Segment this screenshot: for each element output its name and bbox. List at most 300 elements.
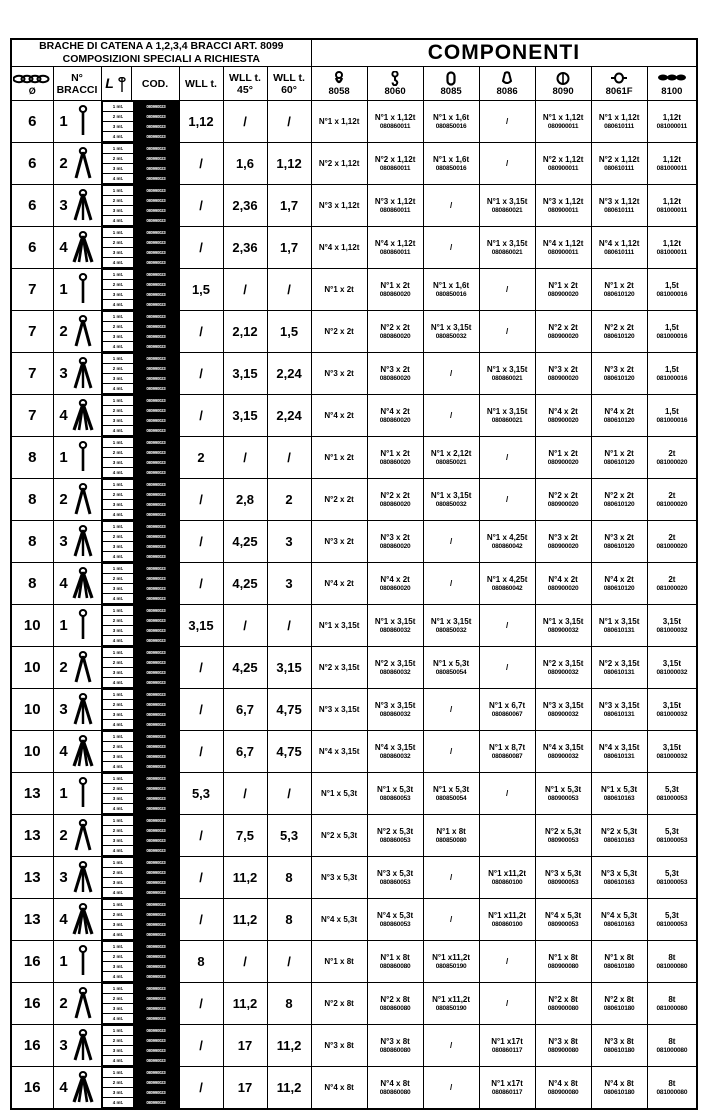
component-c8086-cell <box>479 647 535 689</box>
component-c8060-code: 080860020 <box>379 374 411 382</box>
length-code-subtable <box>102 689 179 730</box>
length-value: 4 mt. <box>102 1098 134 1108</box>
length-value: 2 mt. <box>102 1036 134 1046</box>
length-code-row <box>102 962 178 972</box>
length-code: 080990023 <box>134 752 178 762</box>
wll45-cell: 3,15 <box>223 395 267 437</box>
component-c8090-code: 080900053 <box>547 794 579 802</box>
length-code: 080990023 <box>134 290 178 300</box>
component-c8060-cell <box>367 773 423 815</box>
component-c8100-cell <box>647 647 697 689</box>
component-c8058-cell <box>311 563 367 605</box>
length-code: 080990023 <box>134 720 178 730</box>
wll45-cell: / <box>223 605 267 647</box>
length-code: 080990023 <box>134 174 178 184</box>
wll-header: WLL t. <box>179 67 223 101</box>
component-c8060-cell <box>367 1067 423 1110</box>
bracci-cell <box>53 269 101 311</box>
wll45-cell: 1,6 <box>223 143 267 185</box>
diameter-cell: 6 <box>11 101 53 143</box>
wll-cell: / <box>179 227 223 269</box>
length-code-subtable <box>102 1067 179 1108</box>
sling-legs-icon <box>71 483 95 517</box>
wll60-cell: 8 <box>267 899 311 941</box>
component-c8085-cell <box>423 101 479 143</box>
length-code: 080990023 <box>134 1046 178 1056</box>
component-c8090-qty: N°1 x 8t <box>548 952 578 962</box>
length-code-row <box>102 174 178 184</box>
component-c8086-code: 080860042 <box>491 542 523 550</box>
length-value: 3 mt. <box>102 542 134 552</box>
length-cod-cell <box>101 1067 179 1110</box>
component-c8060-code: 080860080 <box>379 1004 411 1012</box>
length-code-row <box>102 300 178 310</box>
component-c8086-cell <box>479 773 535 815</box>
component-c8090-qty: N°3 x 8t <box>548 1036 578 1046</box>
component-c8060-qty: N°2 x 1,12t <box>374 154 416 164</box>
component-c8100-cell <box>647 101 697 143</box>
bracci-cell <box>53 815 101 857</box>
component-c8085-cell <box>423 689 479 731</box>
component-c8061F-code: 080610163 <box>603 836 635 844</box>
component-c8061F-cell <box>591 563 647 605</box>
component-c8100-code: 081000080 <box>656 1004 688 1012</box>
component-c8100-code: 081000020 <box>656 458 688 466</box>
component-c8060-qty: N°3 x 1,12t <box>374 196 416 206</box>
wll60-cell: 3,15 <box>267 647 311 689</box>
wll60-cell: / <box>267 101 311 143</box>
length-value: 1 mt. <box>102 732 134 742</box>
length-value: 1 mt. <box>102 816 134 826</box>
component-c8086-qty: / <box>505 788 509 798</box>
component-c8061F-code: 080610131 <box>603 626 635 634</box>
componenti-header: COMPONENTI <box>311 39 697 67</box>
length-value: 3 mt. <box>102 962 134 972</box>
component-c8060-qty: N°2 x 2t <box>380 322 410 332</box>
length-code: 080990023 <box>134 522 178 532</box>
bracci-header <box>53 67 101 101</box>
length-code: 080990023 <box>134 228 178 238</box>
component-c8060-qty: N°4 x 2t <box>380 574 410 584</box>
length-value: 4 mt. <box>102 384 134 394</box>
component-c8060-cell <box>367 899 423 941</box>
component-c8058-qty: N°4 x 2t <box>324 578 354 588</box>
table-row <box>11 1025 697 1067</box>
oval-link-icon <box>424 71 479 86</box>
sling-legs-icon <box>71 189 95 223</box>
length-value: 3 mt. <box>102 710 134 720</box>
component-c8060-qty: N°3 x 3,15t <box>374 700 416 710</box>
length-code-row <box>102 332 178 342</box>
length-cod-cell <box>101 605 179 647</box>
component-c8086-qty: N°1 x 8,7t <box>489 742 526 752</box>
bracci-count: 4 <box>59 911 68 929</box>
component-c8090-cell <box>535 311 591 353</box>
component-c8100-qty: 5,3t <box>664 910 679 920</box>
component-c8060-cell <box>367 563 423 605</box>
diameter-cell: 8 <box>11 521 53 563</box>
length-code-subtable <box>102 983 179 1024</box>
component-c8085-code: 080850054 <box>435 668 467 676</box>
component-c8090-qty: N°2 x 2t <box>548 322 578 332</box>
component-c8100-cell <box>647 311 697 353</box>
wll60-cell: 1,7 <box>267 227 311 269</box>
length-code-row <box>102 858 178 868</box>
component-c8060-cell <box>367 353 423 395</box>
length-code: 080990023 <box>134 900 178 910</box>
length-value: 3 mt. <box>102 164 134 174</box>
component-c8085-cell <box>423 311 479 353</box>
sling-legs-icon <box>71 1029 95 1063</box>
diameter-cell: 6 <box>11 227 53 269</box>
component-c8085-qty: / <box>449 536 453 546</box>
length-code: 080990023 <box>134 448 178 458</box>
component-c8090-cell <box>535 815 591 857</box>
length-code-subtable <box>102 311 179 352</box>
length-value: 1 mt. <box>102 900 134 910</box>
component-c8060-qty: N°3 x 2t <box>380 364 410 374</box>
bracci-count: 4 <box>59 743 68 761</box>
component-c8058-cell <box>311 353 367 395</box>
wll45-cell: 6,7 <box>223 731 267 773</box>
length-code-row <box>102 836 178 846</box>
wll-cell: / <box>179 143 223 185</box>
component-c8090-qty: N°4 x 8t <box>548 1078 578 1088</box>
component-c8100-cell <box>647 521 697 563</box>
wll60-cell: 5,3 <box>267 815 311 857</box>
component-c8100-code: 081000053 <box>656 920 688 928</box>
wll-cell: 5,3 <box>179 773 223 815</box>
component-c8061F-code: 080610120 <box>603 500 635 508</box>
length-code-subtable <box>102 143 179 184</box>
table-row <box>11 563 697 605</box>
diameter-header <box>11 67 53 101</box>
component-c8100-qty: 5,3t <box>664 868 679 878</box>
length-code-row <box>102 910 178 920</box>
component-c8086-cell <box>479 185 535 227</box>
component-c8085-cell <box>423 899 479 941</box>
component-c8090-cell <box>535 185 591 227</box>
length-code: 080990023 <box>134 500 178 510</box>
wll60-cell: 3 <box>267 521 311 563</box>
length-value: 2 mt. <box>102 952 134 962</box>
component-c8061F-qty: N°1 x 5,3t <box>601 784 638 794</box>
component-c8090-cell <box>535 983 591 1025</box>
component-c8086-qty: / <box>505 158 509 168</box>
wll45-cell: 4,25 <box>223 647 267 689</box>
length-code-row <box>102 228 178 238</box>
bracci-cell <box>53 857 101 899</box>
length-code-row <box>102 206 178 216</box>
component-c8058-qty: N°1 x 1,12t <box>318 116 360 126</box>
length-value: 4 mt. <box>102 1014 134 1024</box>
component-c8090-cell <box>535 563 591 605</box>
wll60-cell: / <box>267 605 311 647</box>
length-code: 080990023 <box>134 438 178 448</box>
wll-cell: / <box>179 731 223 773</box>
component-c8100-code: 081000032 <box>656 752 688 760</box>
length-value: 4 mt. <box>102 678 134 688</box>
length-code-row <box>102 942 178 952</box>
length-code-row <box>102 102 178 112</box>
component-c8058-cell <box>311 269 367 311</box>
length-code-row <box>102 762 178 772</box>
bracci-cell <box>53 1025 101 1067</box>
length-cod-cell <box>101 815 179 857</box>
component-c8061F-qty: N°4 x 5,3t <box>601 910 638 920</box>
length-code-row <box>102 354 178 364</box>
component-c8085-qty: / <box>449 1040 453 1050</box>
component-8086-header <box>479 67 535 101</box>
length-code: 080990023 <box>134 1078 178 1088</box>
length-code-row <box>102 216 178 226</box>
chain-icon <box>13 72 51 86</box>
component-c8061F-code: 080610111 <box>604 206 635 214</box>
component-c8090-cell <box>535 521 591 563</box>
length-value: 3 mt. <box>102 668 134 678</box>
length-value: 1 mt. <box>102 270 134 280</box>
length-code: 080990023 <box>134 374 178 384</box>
connecting-link-icon <box>536 71 591 86</box>
wll60-cell: / <box>267 269 311 311</box>
component-c8100-qty: 2t <box>668 574 676 584</box>
component-c8100-qty: 2t <box>668 448 676 458</box>
length-value: 2 mt. <box>102 868 134 878</box>
component-c8061F-code: 080610120 <box>603 290 635 298</box>
wll45-cell: / <box>223 941 267 983</box>
length-code: 080990023 <box>134 920 178 930</box>
length-value: 1 mt. <box>102 144 134 154</box>
component-c8085-cell <box>423 269 479 311</box>
length-code: 080990023 <box>134 406 178 416</box>
bracci-cell <box>53 563 101 605</box>
component-c8090-code: 080900053 <box>547 920 579 928</box>
sling-legs-icon <box>71 945 95 979</box>
component-c8085-code: 080850054 <box>435 794 467 802</box>
diameter-cell: 13 <box>11 857 53 899</box>
component-c8100-code: 081000080 <box>656 1046 688 1054</box>
table-row <box>11 899 697 941</box>
component-c8090-code: 080900011 <box>547 206 579 214</box>
length-code-row <box>102 1036 178 1046</box>
length-code-row <box>102 888 178 898</box>
length-value: 2 mt. <box>102 658 134 668</box>
component-c8058-qty: N°3 x 2t <box>324 368 354 378</box>
component-c8086-cell <box>479 269 535 311</box>
bracci-count: 1 <box>59 617 68 635</box>
length-code: 080990023 <box>134 700 178 710</box>
length-value: 3 mt. <box>102 332 134 342</box>
bracci-count: 2 <box>59 995 68 1013</box>
length-value: 4 mt. <box>102 972 134 982</box>
length-code: 080990023 <box>134 784 178 794</box>
length-cod-cell <box>101 143 179 185</box>
table-row <box>11 815 697 857</box>
length-code: 080990023 <box>134 322 178 332</box>
component-c8100-cell <box>647 395 697 437</box>
bracci-count: 2 <box>59 323 68 341</box>
component-c8060-code: 080860011 <box>379 122 411 130</box>
length-code: 080990023 <box>134 112 178 122</box>
sling-legs-icon <box>71 315 95 349</box>
component-c8090-qty: N°2 x 5,3t <box>545 826 582 836</box>
table-row <box>11 269 697 311</box>
component-c8090-qty: N°3 x 5,3t <box>545 868 582 878</box>
component-c8085-cell <box>423 857 479 899</box>
component-c8060-qty: N°3 x 2t <box>380 532 410 542</box>
wll60-cell: 3 <box>267 563 311 605</box>
component-c8060-cell <box>367 1025 423 1067</box>
component-c8085-qty: N°1 x 5,3t <box>433 658 470 668</box>
component-c8086-qty: N°1 x 3,15t <box>486 238 528 248</box>
length-code-subtable <box>102 647 179 688</box>
component-c8100-qty: 1,12t <box>662 196 681 206</box>
component-c8058-cell <box>311 101 367 143</box>
diameter-cell: 16 <box>11 1025 53 1067</box>
length-value: 1 mt. <box>102 1026 134 1036</box>
component-c8060-cell <box>367 857 423 899</box>
component-c8100-qty: 8t <box>668 1078 676 1088</box>
length-code-subtable <box>102 815 179 856</box>
length-code: 080990023 <box>134 1014 178 1024</box>
table-row <box>11 857 697 899</box>
bracci-cell <box>53 521 101 563</box>
length-code-row <box>102 280 178 290</box>
component-c8100-cell <box>647 689 697 731</box>
length-value: 3 mt. <box>102 584 134 594</box>
length-code: 080990023 <box>134 984 178 994</box>
component-c8100-qty: 1,12t <box>662 154 681 164</box>
component-c8090-qty: N°1 x 2t <box>548 448 578 458</box>
length-code-row <box>102 710 178 720</box>
component-c8058-cell <box>311 857 367 899</box>
diameter-cell: 13 <box>11 773 53 815</box>
component-c8090-code: 080900053 <box>547 836 579 844</box>
component-c8090-code: 080900011 <box>547 248 579 256</box>
length-cod-cell <box>101 689 179 731</box>
component-c8085-qty: / <box>449 242 453 252</box>
wll45-cell: 17 <box>223 1025 267 1067</box>
component-c8086-code: 080860021 <box>491 206 523 214</box>
component-c8100-cell <box>647 941 697 983</box>
length-code-row <box>102 342 178 352</box>
bracci-count: 2 <box>59 155 68 173</box>
component-c8086-cell <box>479 983 535 1025</box>
wll-cell: / <box>179 479 223 521</box>
component-c8061F-qty: N°2 x 3,15t <box>598 658 640 668</box>
sling-legs-icon <box>71 735 95 769</box>
length-code: 080990023 <box>134 710 178 720</box>
component-c8060-code: 080860020 <box>379 332 411 340</box>
component-c8058-cell <box>311 395 367 437</box>
component-c8086-qty: / <box>505 326 509 336</box>
wll-cell: / <box>179 185 223 227</box>
length-code: 080990023 <box>134 846 178 856</box>
wll45-cell: 11,2 <box>223 983 267 1025</box>
length-code-row <box>102 584 178 594</box>
length-value: 2 mt. <box>102 280 134 290</box>
bracci-cell <box>53 1067 101 1110</box>
length-value: 3 mt. <box>102 1046 134 1056</box>
length-code-row <box>102 636 178 646</box>
length-value: 4 mt. <box>102 174 134 184</box>
component-c8086-cell <box>479 689 535 731</box>
length-code: 080990023 <box>134 102 178 112</box>
length-value: 2 mt. <box>102 154 134 164</box>
length-cod-cell <box>101 941 179 983</box>
component-c8061F-code: 080610180 <box>603 1046 635 1054</box>
component-c8061F-qty: N°1 x 3,15t <box>598 616 640 626</box>
length-code-row <box>102 784 178 794</box>
component-c8085-cell <box>423 773 479 815</box>
length-value: 4 mt. <box>102 888 134 898</box>
component-c8058-cell <box>311 185 367 227</box>
wll-cell: / <box>179 353 223 395</box>
wll60-cell: 1,7 <box>267 185 311 227</box>
wll45-cell: / <box>223 101 267 143</box>
length-code: 080990023 <box>134 196 178 206</box>
component-c8100-cell <box>647 563 697 605</box>
component-c8060-cell <box>367 815 423 857</box>
component-c8060-code: 080860020 <box>379 584 411 592</box>
wll45-cell: 4,25 <box>223 563 267 605</box>
component-c8058-qty: N°4 x 2t <box>324 410 354 420</box>
length-cod-cell <box>101 521 179 563</box>
component-c8085-qty: / <box>449 200 453 210</box>
length-value: 1 mt. <box>102 984 134 994</box>
component-c8086-cell <box>479 857 535 899</box>
component-c8090-qty: N°4 x 2t <box>548 574 578 584</box>
length-code: 080990023 <box>134 910 178 920</box>
length-code: 080990023 <box>134 994 178 1004</box>
component-c8086-cell <box>479 605 535 647</box>
length-value: 2 mt. <box>102 826 134 836</box>
diameter-cell: 10 <box>11 605 53 647</box>
table-row <box>11 143 697 185</box>
length-value: 4 mt. <box>102 762 134 772</box>
length-value: 1 mt. <box>102 102 134 112</box>
wll60-cell: 1,12 <box>267 143 311 185</box>
length-code-row <box>102 154 178 164</box>
component-c8086-qty: N°1 x 3,15t <box>486 406 528 416</box>
component-c8060-code: 080860080 <box>379 1088 411 1096</box>
component-c8061F-code: 080610180 <box>603 962 635 970</box>
component-c8061F-qty: N°4 x 8t <box>604 1078 634 1088</box>
component-c8090-code: 080900020 <box>547 332 579 340</box>
component-c8090-cell <box>535 773 591 815</box>
component-c8058-qty: N°1 x 3,15t <box>318 620 360 630</box>
bracci-count: 4 <box>59 1079 68 1097</box>
wll-cell: / <box>179 857 223 899</box>
length-code: 080990023 <box>134 668 178 678</box>
pear-link-icon <box>480 71 535 86</box>
component-c8058-cell <box>311 647 367 689</box>
component-c8058-qty: N°3 x 1,12t <box>318 200 360 210</box>
component-c8086-cell <box>479 731 535 773</box>
length-code: 080990023 <box>134 762 178 772</box>
length-cod-cell <box>101 899 179 941</box>
length-code: 080990023 <box>134 396 178 406</box>
component-c8086-cell <box>479 143 535 185</box>
length-value: 4 mt. <box>102 552 134 562</box>
length-code-row <box>102 826 178 836</box>
length-cod-cell <box>101 269 179 311</box>
wll60-cell: 4,75 <box>267 689 311 731</box>
component-c8061F-qty: N°2 x 2t <box>604 490 634 500</box>
component-c8086-cell <box>479 563 535 605</box>
length-code-row <box>102 1026 178 1036</box>
length-code: 080990023 <box>134 216 178 226</box>
